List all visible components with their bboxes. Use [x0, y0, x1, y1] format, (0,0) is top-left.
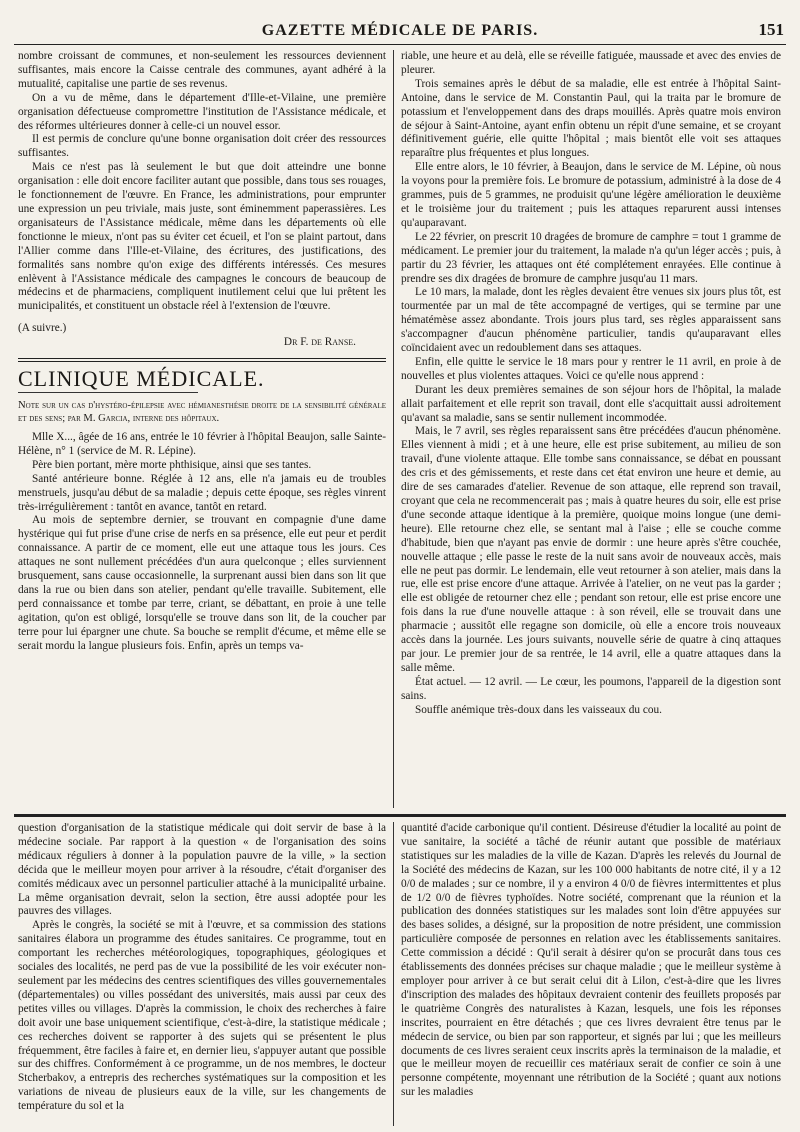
- journal-title: GAZETTE MÉDICALE DE PARIS.: [261, 22, 539, 39]
- column-divider: [393, 50, 394, 808]
- paragraph: Enfin, elle quitte le service le 18 mars pour y rentrer le 11 avril, en proie à de nouvelles et plus violentes attaques. Voici ce qu'elle nous apprend :: [401, 355, 781, 382]
- paragraph: Elle entre alors, le 10 février, à Beaujon, dans le service de M. Lépine, où nous la voyons pour la première fois. Le bromure de potassium, administré à la dose de 4 grammes, puis de 5 grammes, ne produisit qu'une légère amélioration le deuxième et le troisième jour du traitement ; puis les attaques reparurent aussi intenses qu'auparavant.: [401, 161, 781, 229]
- top-right-column: [401, 50, 781, 812]
- paragraph: Mais ce n'est pas là seulement le but que doit atteindre une bonne organisation : elle doit encore faciliter autant que possible, dans tous ses rouages, le fonctionnement de l'œuvre. En France, les administrations, pour emprunter une expression un peu triviale, mais juste, sont éminemment paperassières. Les organisateurs de l'Assistance médicale, même dans les départements où elle fonctionne le mieux, n'ont pas su éviter cet écueil, et l'on se plaint partout, dans l'Allier comme dans l'Ille-et-Vilaine, des écritures, des justifications, des formalités sans nombre qu'on exige des différents intéressés. Ces mesures enlèvent à l'Assistance médicale des campagnes le concours de beaucoup de médecins et de pharmaciens, compliquent inutilement celui que lui prêtent les municipalités, et constituent un obstacle réel à l'extension de l'œuvre.: [18, 161, 386, 313]
- paragraph: Père bien portant, mère morte phthisique, ainsi que ses tantes.: [32, 458, 312, 471]
- paragraph: État actuel. — 12 avril. — Le cœur, les poumons, l'appareil de la digestion sont sains.: [401, 675, 781, 702]
- paragraph: Santé antérieure bonne. Réglée à 12 ans, elle n'a jamais eu de troubles menstruels, jusqu'au début de sa maladie ; depuis cette époque, ses règles vinrent très-irrégulièrement : tantôt en avance, tantôt en retard.: [18, 472, 386, 513]
- paragraph: Le 10 mars, la malade, dont les règles devaient être venues six jours plus tôt, est tourmentée par un mal de tête accompagné de vertiges, qui se termine par une hématémèse assez abondante. Trois jours plus tard, ses règles apparaissent sans s'accompagner d'aucun phénomène particulier, tandis qu'auparavant elles coïncidaient avec un redoublement dans ses attaques.: [401, 286, 781, 355]
- paragraph: question d'organisation de la statistique médicale qui doit servir de base à la médecine sociale. Par rapport à la question « de l'organisation des soins médicaux réguliers à donner à la population pauvre de la ville, » la section décida que le meilleur moyen pour arriver à la résoudre, c'était d'organiser des comités médicaux avec un personnel particulier attaché à la municipalité urbaine. La même organisation devrait, selon la section, être aussi adoptée pour les pauvres des villages.: [18, 822, 386, 918]
- to-follow-note: (A suivre.): [18, 322, 67, 335]
- bottom-right-column: [401, 822, 781, 1126]
- paragraph: Durant les deux premières semaines de son séjour hors de l'hôpital, la malade allait parfaitement et elle reprit son travail, dont elle s'acquittait aussi adroitement qu'avant sa maladie, sans se sentir nullement incommodée.: [401, 383, 781, 424]
- author-signature: Dr F. de Ranse.: [283, 336, 356, 349]
- section-separator: [14, 814, 786, 817]
- paragraph: Mais, le 7 avril, ses règles reparaissent sans être précédées d'aucun phénomène. Elles viennent à midi ; et à une heure, elle est prise subitement, au milieu de son travail, d'une violente attaque. Elle tombe sans connaissance, se débat en poussant des cris et des gémissements, et reste dans cet état environ une heure et demie, au dire de ses camarades d'atelier. Revenue de son attaque, elle reprend son travail, croyant que cela ne recommencerait pas ; mais à quatre heures du soir, elle est prise d'une seconde attaque identique à la première, quoique moins longue (une demi-heure). Elle retourne chez elle, se sentant mal à l'aise ; elle se couche comme d'habitude, bien que n'ayant pas envie de dormir : une heure après s'être couchée, nouvelle attaque ; elle passe le reste de la nuit sans avoir de nouveaux accès, mais elle ne peut pas dormir. Le lendemain, elle veut retourner à son atelier, mais dans la rue, elle est prise encore d'une attaque. Arrivée à l'atelier, on ne veut pas la garder ; elle est obligée de retourner chez elle ; pendant son retour, elle est prise encore une fois dans la rue d'une nouvelle attaque : à son réveil, elle se trouvait dans une pharmacie ; aussitôt elle regagne son domicile, où elle a encore trois nouveaux accès dans la journée. Les jours suivants, nouvelle série de quatre à cinq attaques par jour. Le premier jour de sa rentrée, le 14 avril, elle a quatre attaques dans la salle même.: [401, 425, 781, 674]
- paragraph: Souffle anémique très-doux dans les vaisseaux du cou.: [415, 703, 663, 716]
- bottom-left-column: [18, 822, 386, 1126]
- paragraph: nombre croissant de communes, et non-seulement les ressources deviennent suffisantes, mais encore la Caisse centrale des communes, ayant adhéré à la mutualité, capitalise une partie de ses revenus.: [18, 50, 386, 90]
- top-left-column: [18, 50, 386, 812]
- section-title: CLINIQUE MÉDICALE.: [18, 366, 265, 392]
- paragraph: Mlle X..., âgée de 16 ans, entrée le 10 février à l'hôpital Beaujon, salle Sainte-Hélène, n° 1 (service de M. R. Lépine).: [18, 431, 386, 457]
- page-number: 151: [758, 20, 784, 39]
- paragraph: Au mois de septembre dernier, se trouvant en compagnie d'une dame hystérique qui fut prise d'une crise de nerfs en sa présence, elle eut peur et perdit connaissance. A partir de ce moment, elle eut une attaque tous les jours. Ces attaques ne sont nullement précédées d'un aura quelconque ; elles surviennent brusquement, sans cause occasionnelle, la surprenant aussi bien dans son lit que dans la rue ou bien dans son atelier, pendant qu'elle travaille. Subitement, elle perd connaissance et tombe par terre, criant, se débattant, en proie à une telle agitation, qu'on est obligé, lorsqu'elle se trouve dans son lit, de la coucher par terre pour lui épargner une chute. Sa bouche se remplit d'écume, et même elle se serait mordu la langue plusieurs fois. Enfin, après un temps va-: [18, 514, 386, 652]
- paragraph: On a vu de même, dans le département d'Ille-et-Vilaine, une première organisation défectueuse compromettre l'institution de l'Assistance médicale, et des réformes ultérieures donner à celle-ci un nouvel essor.: [18, 91, 386, 132]
- paragraph: Trois semaines après le début de sa maladie, elle est entrée à l'hôpital Saint-Antoine, dans le service de M. Constantin Paul, qui la traita par le bromure de potassium et l'enveloppement dans des draps mouillés. Après quatre mois environ de séjour à Saint-Antoine, ayant enfin obtenu un répit d'une semaine, et se croyant définitivement guérie, elle quitte l'hôpital ; mais bientôt elle voit ses attaques reparaître plus fréquentes et plus longues.: [401, 77, 781, 160]
- paragraph: Après le congrès, la société se mit à l'œuvre, et sa commission des stations sanitaires élabora un programme des études sanitaires. Ce programme, tout en comportant les recherches météorologiques, topographiques, géologiques et sociales des localités, ne perd pas de vue la possibilité de les voir exécuter non-seulement par les médecins des centres scientifiques des villes gouvernementales (départementales) ou villes possédant des universités, mais aussi par ceux des petites villes ou villages. D'après la commission, le choix des recherches à faire doit avoir une base uniquement scientifique, c'est-à-dire, la statistique médicale ; ces recherches doivent se rapporter à des sujets qui se présentent le plus fréquemment, être faciles à faire et, en dernier lieu, s'appuyer autant que possible sur des chiffres. Conformément à ce programme, un de nos membres, le docteur Stcherbakov, a entrepris des recherches systématiques sur la composition et les variations de niveau de plusieurs eaux de la ville, sur les changements de température du sol et la: [18, 919, 386, 1113]
- paragraph: quantité d'acide carbonique qu'il contient. Désireuse d'étudier la localité au point de vue sanitaire, la société a tâché de réunir autant que possible de matériaux statistiques sur les maladies de la ville de Kazan. D'après les relevés du Journal de la Société des médecins de Kazan, sur les 100 000 habitants de notre cité, il y a 12 0/0 de malades ; sur ce nombre, il y a environ 4 0/0 de fièvres intermittentes et plus de 1/2 0/0 de fièvres typhoïdes. Notre société, comprenant que la réunion et la publication des données statistiques sur les malades sont loin d'être appuyées sur des bases solides, a désigné, sur la proposition de notre président, une commission particulière composée de personnes en relation avec les établissements sanitaires. Cette commission a décidé : Qu'il serait à désirer qu'on se procurât dans tous ces établissements des données précises sur chaque maladie ; que le meilleur système à employer pour arriver à ce but serait celui dit à Lilon, c'est-à-dire que les livres d'inscription des malades des hôpitaux devraient contenir des feuillets proposés par le quatrième Congrès des naturalistes à Kazan, lesquels, une fois les réponses inscrites, pourraient en être détachés ; que ces livres devraient être tenus par le médecin de service, ou bien par son rapporteur, et signés par lui ; que les meilleurs documents de ces livres seraient ceux inscrits après la terminaison de la maladie, et que le meilleur moyen de recueillir ces matériaux serait de confier ce soin à une personne compétente, moyennant une rétribution de la Société ; quant aux notions sur les maladies: [401, 822, 781, 1099]
- title-underline: [18, 392, 198, 393]
- paragraph: Il est permis de conclure qu'une bonne organisation doit créer des ressources suffisantes.: [18, 133, 386, 160]
- page-header: [14, 18, 786, 45]
- article-title: Note sur un cas d'hystéro-épilepsie avec hémianesthésie droite de la sensibilité générale et des sens; par M. Garcia, interne des hôpitaux.: [18, 400, 386, 425]
- paragraph: riable, une heure et au delà, elle se réveille fatiguée, maussade et avec des envies de pleurer.: [401, 50, 781, 76]
- paragraph: Le 22 février, on prescrit 10 dragées de bromure de camphre = tout 1 gramme de médicament. Le premier jour du traitement, la malade n'a qu'un léger accès ; puis, à partir du 23 février, les attaques ont été complétement enrayées. Elle continue à prendre ses dix dragées de bromure de camphre jusqu'au 11 mars.: [401, 230, 781, 285]
- column-divider: [393, 822, 394, 1126]
- section-divider: [18, 358, 386, 362]
